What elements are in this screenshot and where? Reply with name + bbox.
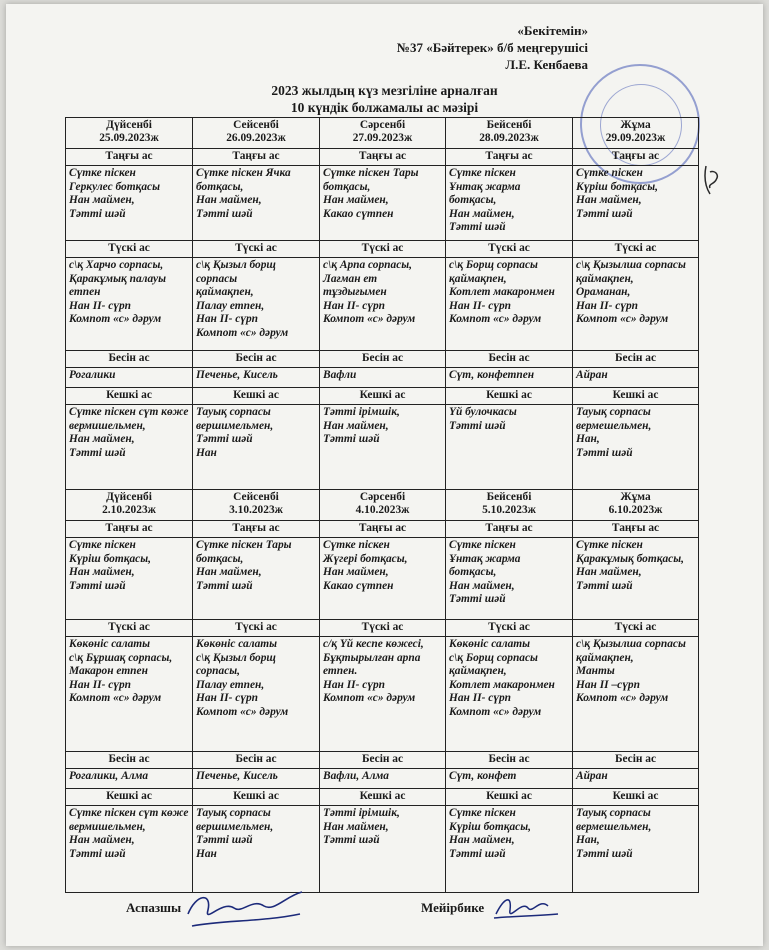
meal-label: Таңғы ас — [66, 149, 193, 166]
menu-cell: Тауық сорпасы вершимельмен, Тәтті шәй Нан — [193, 405, 320, 490]
dinner-row — [66, 405, 699, 490]
meal-label: Таңғы ас — [573, 521, 699, 538]
meal-label: Таңғы ас — [193, 521, 320, 538]
snack-row — [66, 769, 699, 789]
menu-cell: с\қ Борщ сорпасы қаймақпен, Котлет макаронмен Нан II- сүрп Компот «с» дәрум — [446, 258, 573, 351]
meal-label: Бесін ас — [193, 752, 320, 769]
menu-cell: Үй булочкасы Тәтті шәй — [446, 405, 573, 490]
meal-label: Түскі ас — [446, 241, 573, 258]
week2-day-header-row — [66, 490, 699, 521]
breakfast-row — [66, 166, 699, 241]
meal-label: Таңғы ас — [66, 521, 193, 538]
dinner-label-row — [66, 789, 699, 806]
week1-day-header-row — [66, 118, 699, 149]
menu-cell: Сүт, конфет — [446, 769, 573, 789]
menu-cell: Тәтті ірімшік, Нан маймен, Тәтті шәй — [320, 806, 446, 893]
lunch-label-row — [66, 241, 699, 258]
day-header: Жұма 29.09.2023ж — [573, 118, 699, 149]
handwritten-mark-icon — [702, 162, 724, 198]
menu-cell: Айран — [573, 769, 699, 789]
menu-cell: с\қ Қызылша сорпасы қаймақпен, Манты Нан II –сүрп Компот «с» дәрум — [573, 637, 699, 752]
meal-label: Таңғы ас — [446, 521, 573, 538]
meal-label: Кешкі ас — [573, 789, 699, 806]
approval-line-1: «Бекітемін» — [517, 23, 588, 38]
title-line-2: 10 күндік болжамалы ас мәзірі — [290, 100, 479, 115]
cook-label: Аспазшы — [126, 900, 182, 915]
menu-cell: Сүтке піскен Күріш ботқасы, Нан маймен, Тәтті шәй — [446, 806, 573, 893]
day-header: Жұма 6.10.2023ж — [573, 490, 699, 521]
meal-label: Таңғы ас — [320, 521, 446, 538]
menu-cell: Рогалики — [66, 368, 193, 388]
menu-cell: с\қ Қызылша сорпасы қаймақпен, Ораманан, Нан II- сүрп Компот «с» дәрум — [573, 258, 699, 351]
meal-label: Бесін ас — [193, 351, 320, 368]
meal-label: Таңғы ас — [573, 149, 699, 166]
meal-label: Түскі ас — [320, 241, 446, 258]
page-title — [6, 82, 763, 116]
menu-cell: с\қ Қызыл борщ сорпасы қаймақпен, Палау етпен, Нан II- сүрп Компот «с» дәрум — [193, 258, 320, 351]
menu-sheet — [6, 4, 763, 946]
breakfast-label-row — [66, 149, 699, 166]
breakfast-label-row — [66, 521, 699, 538]
meal-label: Бесін ас — [446, 351, 573, 368]
meal-label: Кешкі ас — [573, 388, 699, 405]
menu-cell: Сүтке піскен Жүгері ботқасы, Нан маймен, Какао сүтпен — [320, 538, 446, 620]
lunch-row — [66, 258, 699, 351]
meal-label: Түскі ас — [446, 620, 573, 637]
meal-label: Бесін ас — [573, 351, 699, 368]
menu-cell: Тауық сорпасы вермешельмен, Нан, Тәтті шәй — [573, 405, 699, 490]
menu-cell: с/қ Үй кеспе көжесі, Бұқтырылған арпа етпен. Нан II- сүрп Компот «с» дәрум — [320, 637, 446, 752]
menu-cell: Тауық сорпасы вершимельмен, Тәтті шәй Нан — [193, 806, 320, 893]
menu-cell: с\қ Арпа сорпасы, Лағман ет тұздығымен Нан II- сүрп Компот «с» дәрум — [320, 258, 446, 351]
approval-line-3: Л.Е. Кенбаева — [505, 57, 588, 72]
lunch-label-row — [66, 620, 699, 637]
menu-cell: Сүтке піскен сүт көже вермишельмен, Нан маймен, Тәтті шәй — [66, 806, 193, 893]
snack-label-row — [66, 752, 699, 769]
menu-cell: Көкөніс салаты с\қ Қызыл борщ сорпасы, Палау етпен, Нан II- сүрп Компот «с» дәрум — [193, 637, 320, 752]
meal-label: Кешкі ас — [193, 388, 320, 405]
title-line-1: 2023 жылдың күз мезгіліне арналған — [271, 83, 498, 98]
day-header: Сәрсенбі 4.10.2023ж — [320, 490, 446, 521]
menu-cell: Сүтке піскен Күріш ботқасы, Нан маймен, Тәтті шәй — [573, 166, 699, 241]
menu-cell: Сүт, конфетпен — [446, 368, 573, 388]
day-header: Бейсенбі 28.09.2023ж — [446, 118, 573, 149]
snack-label-row — [66, 351, 699, 368]
menu-cell: Сүтке піскен Ұнтақ жарма ботқасы, Нан маймен, Тәтті шәй — [446, 538, 573, 620]
menu-cell: Сүтке піскен Ячка ботқасы, Нан маймен, Тәтті шәй — [193, 166, 320, 241]
approval-block — [397, 22, 588, 73]
menu-cell: с\қ Харчо сорпасы, Қаракұмық палауы етпен Нан II- сүрп Компот «с» дәрум — [66, 258, 193, 351]
menu-cell: Сүтке піскен Күріш ботқасы, Нан маймен, Тәтті шәй — [66, 538, 193, 620]
meal-label: Кешкі ас — [446, 388, 573, 405]
meal-label: Түскі ас — [573, 620, 699, 637]
day-header: Сейсенбі 26.09.2023ж — [193, 118, 320, 149]
meal-label: Кешкі ас — [66, 789, 193, 806]
meal-label: Бесін ас — [320, 351, 446, 368]
approval-line-2: №37 «Бәйтерек» б/б меңгерушісі — [396, 40, 588, 55]
menu-cell: Көкөніс салаты с\қ Борщ сорпасы қаймақпен, Котлет макаронмен Нан II- сүрп Компот «с» дәрум — [446, 637, 573, 752]
meal-label: Бесін ас — [446, 752, 573, 769]
dinner-label-row — [66, 388, 699, 405]
lunch-row — [66, 637, 699, 752]
dinner-row — [66, 806, 699, 893]
meal-label: Түскі ас — [66, 620, 193, 637]
meal-label: Кешкі ас — [320, 388, 446, 405]
meal-label: Түскі ас — [193, 620, 320, 637]
meal-label: Таңғы ас — [320, 149, 446, 166]
menu-cell: Сүтке піскен сүт көже вермишельмен, Нан маймен, Тәтті шәй — [66, 405, 193, 490]
menu-cell: Рогалики, Алма — [66, 769, 193, 789]
snack-row — [66, 368, 699, 388]
nurse-signature-icon — [492, 888, 562, 928]
meal-label: Кешкі ас — [193, 789, 320, 806]
day-header: Бейсенбі 5.10.2023ж — [446, 490, 573, 521]
meal-label: Бесін ас — [320, 752, 446, 769]
nurse-label: Мейірбике — [421, 900, 485, 915]
meal-label: Кешкі ас — [446, 789, 573, 806]
menu-cell: Сүтке піскен Геркулес ботқасы Нан маймен, Тәтті шәй — [66, 166, 193, 241]
day-header: Дүйсенбі 2.10.2023ж — [66, 490, 193, 521]
menu-cell: Айран — [573, 368, 699, 388]
menu-cell: Печенье, Кисель — [193, 769, 320, 789]
meal-label: Кешкі ас — [66, 388, 193, 405]
menu-cell: Сүтке піскен Тары ботқасы, Нан маймен, Тәтті шәй — [193, 538, 320, 620]
menu-cell: Көкөніс салаты с\қ Бұршақ сорпасы, Макарон етпен Нан II- сүрп Компот «с» дәрум — [66, 637, 193, 752]
menu-cell: Сүтке піскен Тары ботқасы, Нан маймен, Какао сүтпен — [320, 166, 446, 241]
meal-label: Түскі ас — [573, 241, 699, 258]
meal-label: Түскі ас — [193, 241, 320, 258]
cook-signature-icon — [182, 884, 312, 934]
menu-cell: Тәтті ірімшік, Нан маймен, Тәтті шәй — [320, 405, 446, 490]
menu-table — [65, 117, 699, 893]
meal-label: Түскі ас — [66, 241, 193, 258]
day-header: Сәрсенбі 27.09.2023ж — [320, 118, 446, 149]
meal-label: Түскі ас — [320, 620, 446, 637]
menu-cell: Вафли — [320, 368, 446, 388]
meal-label: Бесін ас — [66, 351, 193, 368]
menu-cell: Печенье, Кисель — [193, 368, 320, 388]
menu-cell: Сүтке піскен Қаракұмық ботқасы, Нан маймен, Тәтті шәй — [573, 538, 699, 620]
menu-cell: Вафли, Алма — [320, 769, 446, 789]
meal-label: Таңғы ас — [193, 149, 320, 166]
meal-label: Бесін ас — [66, 752, 193, 769]
meal-label: Кешкі ас — [320, 789, 446, 806]
day-header: Дүйсенбі 25.09.2023ж — [66, 118, 193, 149]
menu-cell: Сүтке піскен Ұнтақ жарма ботқасы, Нан маймен, Тәтті шәй — [446, 166, 573, 241]
breakfast-row — [66, 538, 699, 620]
meal-label: Бесін ас — [573, 752, 699, 769]
menu-cell: Тауық сорпасы вермешельмен, Нан, Тәтті шәй — [573, 806, 699, 893]
day-header: Сейсенбі 3.10.2023ж — [193, 490, 320, 521]
meal-label: Таңғы ас — [446, 149, 573, 166]
